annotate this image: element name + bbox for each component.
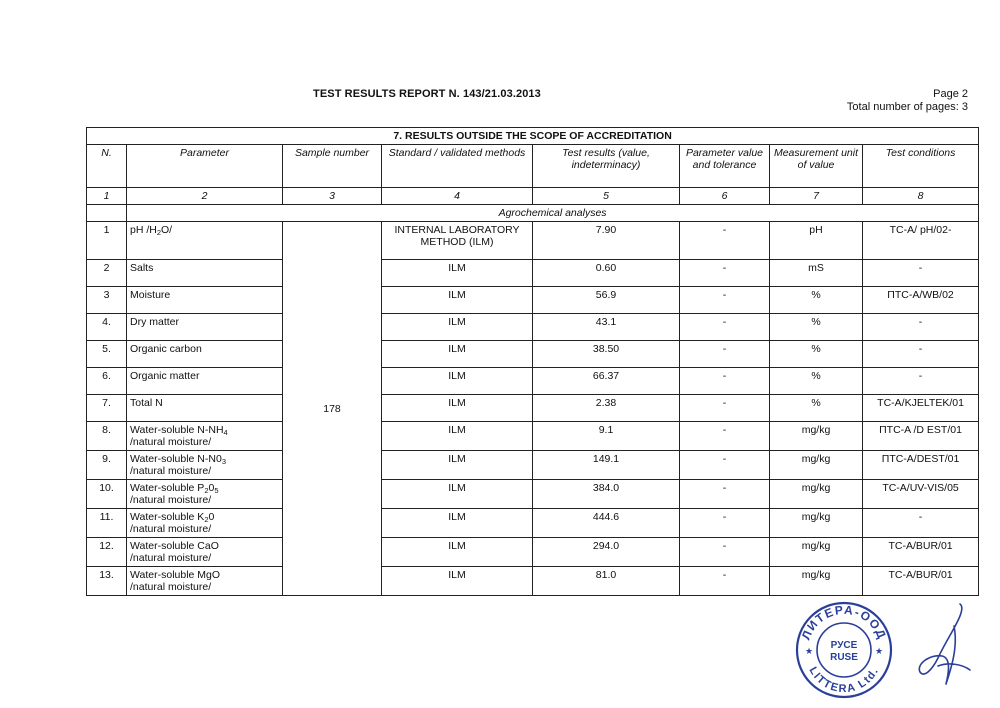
column-number-row (87, 188, 979, 205)
row-number: 9. (87, 451, 127, 480)
parameter-suffix: 0 (208, 511, 215, 523)
column-number: 8 (863, 188, 979, 205)
tolerance-cell: - (680, 480, 770, 509)
row-number: 11. (87, 509, 127, 538)
result-cell: 294.0 (533, 538, 680, 567)
parameter-name: Water-soluble N-N0 (130, 453, 222, 465)
page-number: Page 2 (933, 88, 968, 100)
column-header-row (87, 145, 979, 188)
table-row (87, 480, 979, 509)
method-cell: ILM (382, 567, 533, 596)
tolerance-cell: - (680, 314, 770, 341)
method-cell: ILM (382, 395, 533, 422)
parameter-name: Salts (130, 262, 154, 274)
parameter-name: Organic matter (130, 370, 200, 382)
parameter-cell (127, 567, 283, 596)
parameter-suffix: 0 (208, 482, 215, 494)
parameter-name: Water-soluble P (130, 482, 205, 494)
column-number: 5 (533, 188, 680, 205)
parameter-subscript: 2 (204, 515, 209, 524)
column-header: Parameter value and tolerance (680, 145, 770, 188)
parameter-cell (127, 538, 283, 567)
section-header-row (87, 128, 979, 145)
parameter-subscript: 5 (214, 486, 219, 495)
parameter-cell (127, 341, 283, 368)
column-header: Measurement unit of value (770, 145, 863, 188)
parameter-subscript: 4 (223, 428, 228, 437)
results-table (86, 127, 979, 596)
row-number: 13. (87, 567, 127, 596)
row-number: 10. (87, 480, 127, 509)
parameter-cell (127, 509, 283, 538)
table-row (87, 260, 979, 287)
conditions-cell: ПТС-A /D EST/01 (863, 422, 979, 451)
unit-cell: % (770, 287, 863, 314)
star-icon: ★ (874, 646, 884, 656)
conditions-cell: TC-A/BUR/01 (863, 567, 979, 596)
unit-cell: % (770, 341, 863, 368)
parameter-name: Water-soluble CaO (130, 540, 219, 552)
parameter-subscript: 2 (204, 486, 209, 495)
tolerance-cell: - (680, 422, 770, 451)
result-cell: 7.90 (533, 222, 680, 260)
conditions-cell: TC-A/UV-VIS/05 (863, 480, 979, 509)
stamp-center-line2: RUSE (830, 652, 858, 663)
row-number: 3 (87, 287, 127, 314)
parameter-cell (127, 260, 283, 287)
column-number: 4 (382, 188, 533, 205)
table-row (87, 509, 979, 538)
star-icon: ★ (804, 646, 814, 656)
method-cell: ILM (382, 538, 533, 567)
parameter-note: /natural moisture/ (130, 465, 212, 477)
row-number: 1 (87, 222, 127, 260)
tolerance-cell: - (680, 509, 770, 538)
parameter-cell (127, 222, 283, 260)
result-cell: 444.6 (533, 509, 680, 538)
method-cell: ILM (382, 368, 533, 395)
result-cell: 66.37 (533, 368, 680, 395)
column-header: N. (87, 145, 127, 188)
parameter-note: /natural moisture/ (130, 494, 212, 506)
conditions-cell: - (863, 341, 979, 368)
conditions-cell: - (863, 368, 979, 395)
table-row (87, 395, 979, 422)
row-number: 2 (87, 260, 127, 287)
conditions-cell: ПТС-A/WB/02 (863, 287, 979, 314)
parameter-note: /natural moisture/ (130, 552, 212, 564)
column-header: Parameter (127, 145, 283, 188)
parameter-cell (127, 368, 283, 395)
parameter-note: /natural moisture/ (130, 436, 212, 448)
result-cell: 56.9 (533, 287, 680, 314)
table-row (87, 538, 979, 567)
tolerance-cell: - (680, 222, 770, 260)
signature-icon (908, 596, 978, 696)
parameter-name: Dry matter (130, 316, 180, 328)
tolerance-cell: - (680, 368, 770, 395)
parameter-name: Water-soluble MgO (130, 569, 221, 581)
method-cell: ILM (382, 509, 533, 538)
method-cell: ILM (382, 451, 533, 480)
unit-cell: mg/kg (770, 538, 863, 567)
row-number: 12. (87, 538, 127, 567)
parameter-cell (127, 422, 283, 451)
method-cell: ILM (382, 341, 533, 368)
conditions-cell: ПТС-A/DEST/01 (863, 451, 979, 480)
row-number: 6. (87, 368, 127, 395)
result-cell: 9.1 (533, 422, 680, 451)
column-header: Sample number (283, 145, 382, 188)
column-number: 1 (87, 188, 127, 205)
stamp-top-text: ЛИТЕРА-ООД (798, 602, 890, 642)
parameter-note: /natural moisture/ (130, 523, 212, 535)
row-number: 8. (87, 422, 127, 451)
sample-number: 178 (283, 222, 382, 596)
table-row (87, 368, 979, 395)
table-row (87, 287, 979, 314)
method-cell: ILM (382, 287, 533, 314)
parameter-name: Water-soluble N-NH (130, 424, 224, 436)
conditions-cell: - (863, 509, 979, 538)
parameter-cell (127, 480, 283, 509)
column-header: Test results (value, indeterminacy) (533, 145, 680, 188)
report-title: TEST RESULTS REPORT N. 143/21.03.2013 (313, 88, 541, 100)
result-cell: 384.0 (533, 480, 680, 509)
unit-cell: mg/kg (770, 422, 863, 451)
parameter-name: pH /H (130, 224, 157, 236)
column-number: 7 (770, 188, 863, 205)
tolerance-cell: - (680, 567, 770, 596)
unit-cell: mg/kg (770, 451, 863, 480)
column-number: 6 (680, 188, 770, 205)
conditions-cell: TC-A/KJELTEK/01 (863, 395, 979, 422)
group-label: Agrochemical analyses (127, 205, 979, 222)
table-row (87, 422, 979, 451)
total-pages: Total number of pages: 3 (846, 101, 968, 113)
stamp-bottom-text: LITTERA Ltd. (806, 665, 882, 696)
company-stamp (794, 600, 894, 700)
parameter-note: /natural moisture/ (130, 581, 212, 593)
parameter-subscript: 2 (156, 228, 162, 237)
tolerance-cell: - (680, 538, 770, 567)
parameter-name: Moisture (130, 289, 171, 301)
parameter-cell (127, 395, 283, 422)
row-number: 7. (87, 395, 127, 422)
conditions-cell: - (863, 314, 979, 341)
page-info (847, 88, 968, 114)
method-cell: ILM (382, 480, 533, 509)
parameter-name: Water-soluble K (130, 511, 205, 523)
stamp-center-line1: РУСЕ (830, 640, 858, 651)
unit-cell: mg/kg (770, 509, 863, 538)
conditions-cell: TC-A/BUR/01 (863, 538, 979, 567)
parameter-name: Organic carbon (130, 343, 202, 355)
column-number: 2 (127, 188, 283, 205)
conditions-cell: - (863, 260, 979, 287)
method-cell: ILM (382, 422, 533, 451)
parameter-cell (127, 451, 283, 480)
unit-cell: % (770, 314, 863, 341)
column-number: 3 (283, 188, 382, 205)
method-cell: ILM (382, 260, 533, 287)
result-cell: 149.1 (533, 451, 680, 480)
parameter-cell (127, 287, 283, 314)
parameter-name: Total N (130, 397, 163, 409)
unit-cell: pH (770, 222, 863, 260)
unit-cell: mS (770, 260, 863, 287)
tolerance-cell: - (680, 451, 770, 480)
result-cell: 0.60 (533, 260, 680, 287)
parameter-suffix: O/ (161, 224, 173, 236)
tolerance-cell: - (680, 287, 770, 314)
group-row (87, 205, 979, 222)
unit-cell: mg/kg (770, 567, 863, 596)
parameter-cell (127, 314, 283, 341)
tolerance-cell: - (680, 341, 770, 368)
parameter-subscript: 3 (221, 457, 226, 466)
tolerance-cell: - (680, 395, 770, 422)
table-row (87, 222, 979, 260)
row-number: 5. (87, 341, 127, 368)
result-cell: 38.50 (533, 341, 680, 368)
table-row (87, 341, 979, 368)
method-cell: INTERNAL LABORATORY METHOD (ILM) (382, 222, 533, 260)
column-header: Test conditions (863, 145, 979, 188)
result-cell: 81.0 (533, 567, 680, 596)
unit-cell: % (770, 368, 863, 395)
conditions-cell: TC-A/ pH/02- (863, 222, 979, 260)
table-row (87, 314, 979, 341)
method-cell: ILM (382, 314, 533, 341)
section-title: 7. RESULTS OUTSIDE THE SCOPE OF ACCREDITATION (87, 128, 979, 145)
column-header: Standard / validated methods (382, 145, 533, 188)
table-row (87, 451, 979, 480)
result-cell: 43.1 (533, 314, 680, 341)
row-number: 4. (87, 314, 127, 341)
tolerance-cell: - (680, 260, 770, 287)
unit-cell: % (770, 395, 863, 422)
table-row (87, 567, 979, 596)
result-cell: 2.38 (533, 395, 680, 422)
unit-cell: mg/kg (770, 480, 863, 509)
